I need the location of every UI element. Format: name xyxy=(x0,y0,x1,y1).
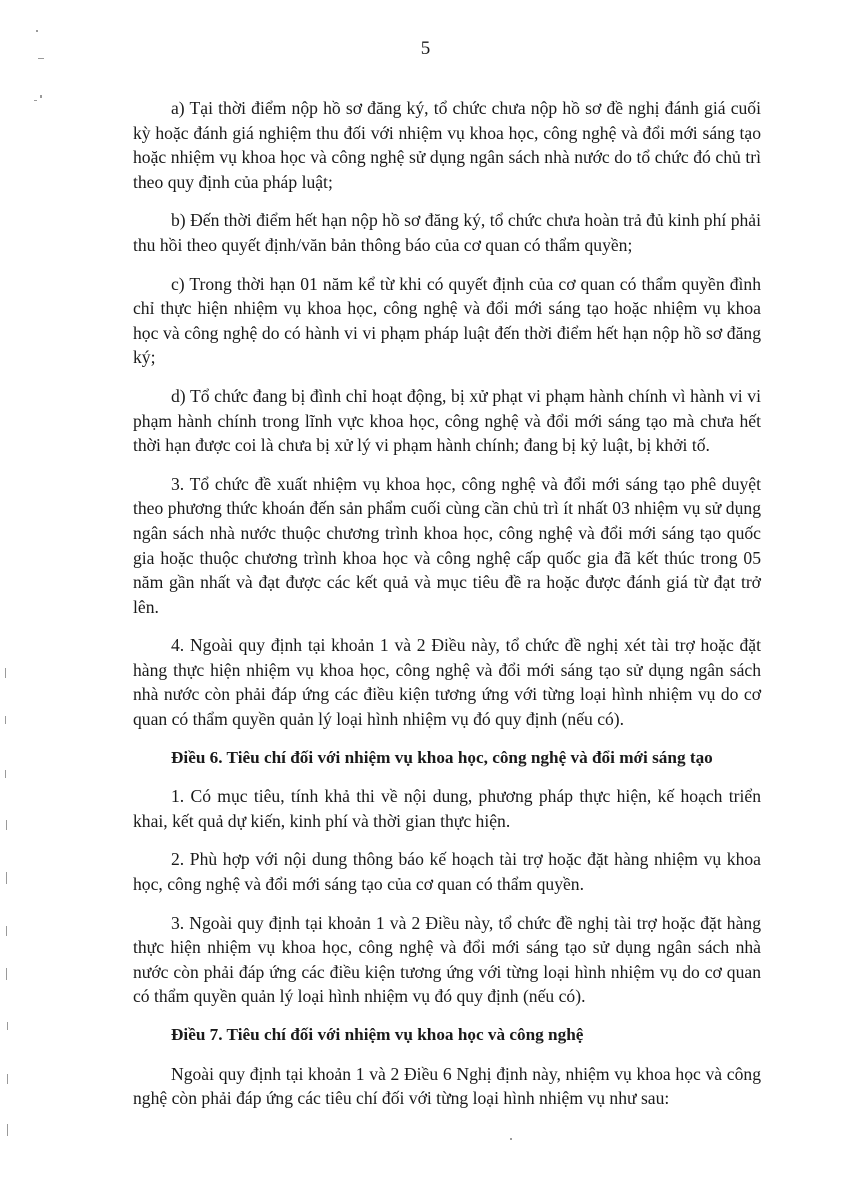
scan-speck xyxy=(7,1074,8,1084)
scan-speck xyxy=(510,1138,512,1140)
item-4: 4. Ngoài quy định tại khoản 1 và 2 Điều này, tổ chức đề nghị xét tài trợ hoặc đặt hàng thực hiện nhiệm vụ khoa học, công nghệ và đổi mới sáng tạo sử dụng ngân sách nhà nước còn phải đáp ứng các điều kiện tương ứng với từng loại hình nhiệm vụ do cơ quan có thẩm quyền quản lý loại hình nhiệm vụ đó quy định (nếu có). xyxy=(133,635,761,730)
scan-speck xyxy=(6,926,7,936)
article-6-item-1: 1. Có mục tiêu, tính khả thi về nội dung, phương pháp thực hiện, kế hoạch triển khai, kết quả dự kiến, kinh phí và thời gian thực hiện. xyxy=(133,786,761,831)
scan-speck xyxy=(34,100,37,101)
clause-b: b) Đến thời điểm hết hạn nộp hồ sơ đăng ký, tổ chức chưa hoàn trả đủ kinh phí phải thu hồi theo quyết định/văn bản thông báo của cơ quan có thẩm quyền; xyxy=(133,210,761,255)
scan-speck xyxy=(7,1124,8,1136)
scan-speck xyxy=(7,1022,8,1030)
clause-a: a) Tại thời điểm nộp hồ sơ đăng ký, tổ chức chưa nộp hồ sơ đề nghị đánh giá cuối kỳ hoặc đánh giá nghiệm thu đối với nhiệm vụ khoa học, công nghệ và đổi mới sáng tạo hoặc nhiệm vụ khoa học và công nghệ sử dụng ngân sách nhà nước do tổ chức đó chủ trì theo quy định của pháp luật; xyxy=(133,98,761,192)
page-number: 5 xyxy=(420,38,431,59)
scan-speck xyxy=(5,668,6,678)
document-body xyxy=(133,96,761,1125)
article-6-item-3: 3. Ngoài quy định tại khoản 1 và 2 Điều này, tổ chức đề nghị tài trợ hoặc đặt hàng thực hiện nhiệm vụ khoa học, công nghệ và đổi mới sáng tạo sử dụng ngân sách nhà nước còn phải đáp ứng các điều kiện tương ứng với từng loại hình nhiệm vụ do cơ quan có thẩm quyền quản lý loại hình nhiệm vụ đó quy định (nếu có). xyxy=(133,912,761,1007)
clause-d: d) Tổ chức đang bị đình chỉ hoạt động, bị xử phạt vi phạm hành chính vì hành vi vi phạm hành chính trong lĩnh vực khoa học, công nghệ và đổi mới sáng tạo mà chưa hết thời hạn được coi là chưa bị xử lý vi phạm hành chính; đang bị kỷ luật, bị khởi tố. xyxy=(133,385,761,456)
item-3: 3. Tổ chức đề xuất nhiệm vụ khoa học, công nghệ và đổi mới sáng tạo phê duyệt theo phương thức khoán đến sản phẩm cuối cùng cần chủ trì ít nhất 03 nhiệm vụ sử dụng ngân sách nhà nước thuộc chương trình khoa học, công nghệ và đổi mới sáng tạo quốc gia hoặc thuộc chương trình khoa học và công nghệ cấp quốc gia đã kết thúc trong 05 năm gần nhất và đạt được các kết quả và mục tiêu đề ra hoặc được đánh giá từ đạt trở lên. xyxy=(133,473,761,617)
article-7-heading: Điều 7. Tiêu chí đối với nhiệm vụ khoa học và công nghệ xyxy=(171,1025,584,1044)
clause-c: c) Trong thời hạn 01 năm kể từ khi có quyết định của cơ quan có thẩm quyền đình chỉ thực hiện nhiệm vụ khoa học, công nghệ và đổi mới sáng tạo hoặc nhiệm vụ khoa học và công nghệ do có hành vi vi phạm pháp luật đến thời điểm hết hạn nộp hồ sơ đăng ký; xyxy=(133,273,761,368)
article-7-intro: Ngoài quy định tại khoản 1 và 2 Điều 6 Nghị định này, nhiệm vụ khoa học và công nghệ còn phải đáp ứng các tiêu chí đối với từng loại hình nhiệm vụ như sau: xyxy=(133,1063,761,1109)
scan-speck xyxy=(6,968,7,980)
scan-speck xyxy=(6,872,7,884)
scan-speck xyxy=(6,820,7,830)
scan-speck xyxy=(36,30,38,32)
scan-speck xyxy=(5,770,6,778)
article-6-item-2: 2. Phù hợp với nội dung thông báo kế hoạch tài trợ hoặc đặt hàng nhiệm vụ khoa học, công nghệ và đổi mới sáng tạo của cơ quan có thẩm quyền. xyxy=(133,849,761,895)
article-6-heading: Điều 6. Tiêu chí đối với nhiệm vụ khoa học, công nghệ và đổi mới sáng tạo xyxy=(171,747,713,767)
scan-speck xyxy=(5,716,6,724)
scan-speck xyxy=(40,95,42,98)
